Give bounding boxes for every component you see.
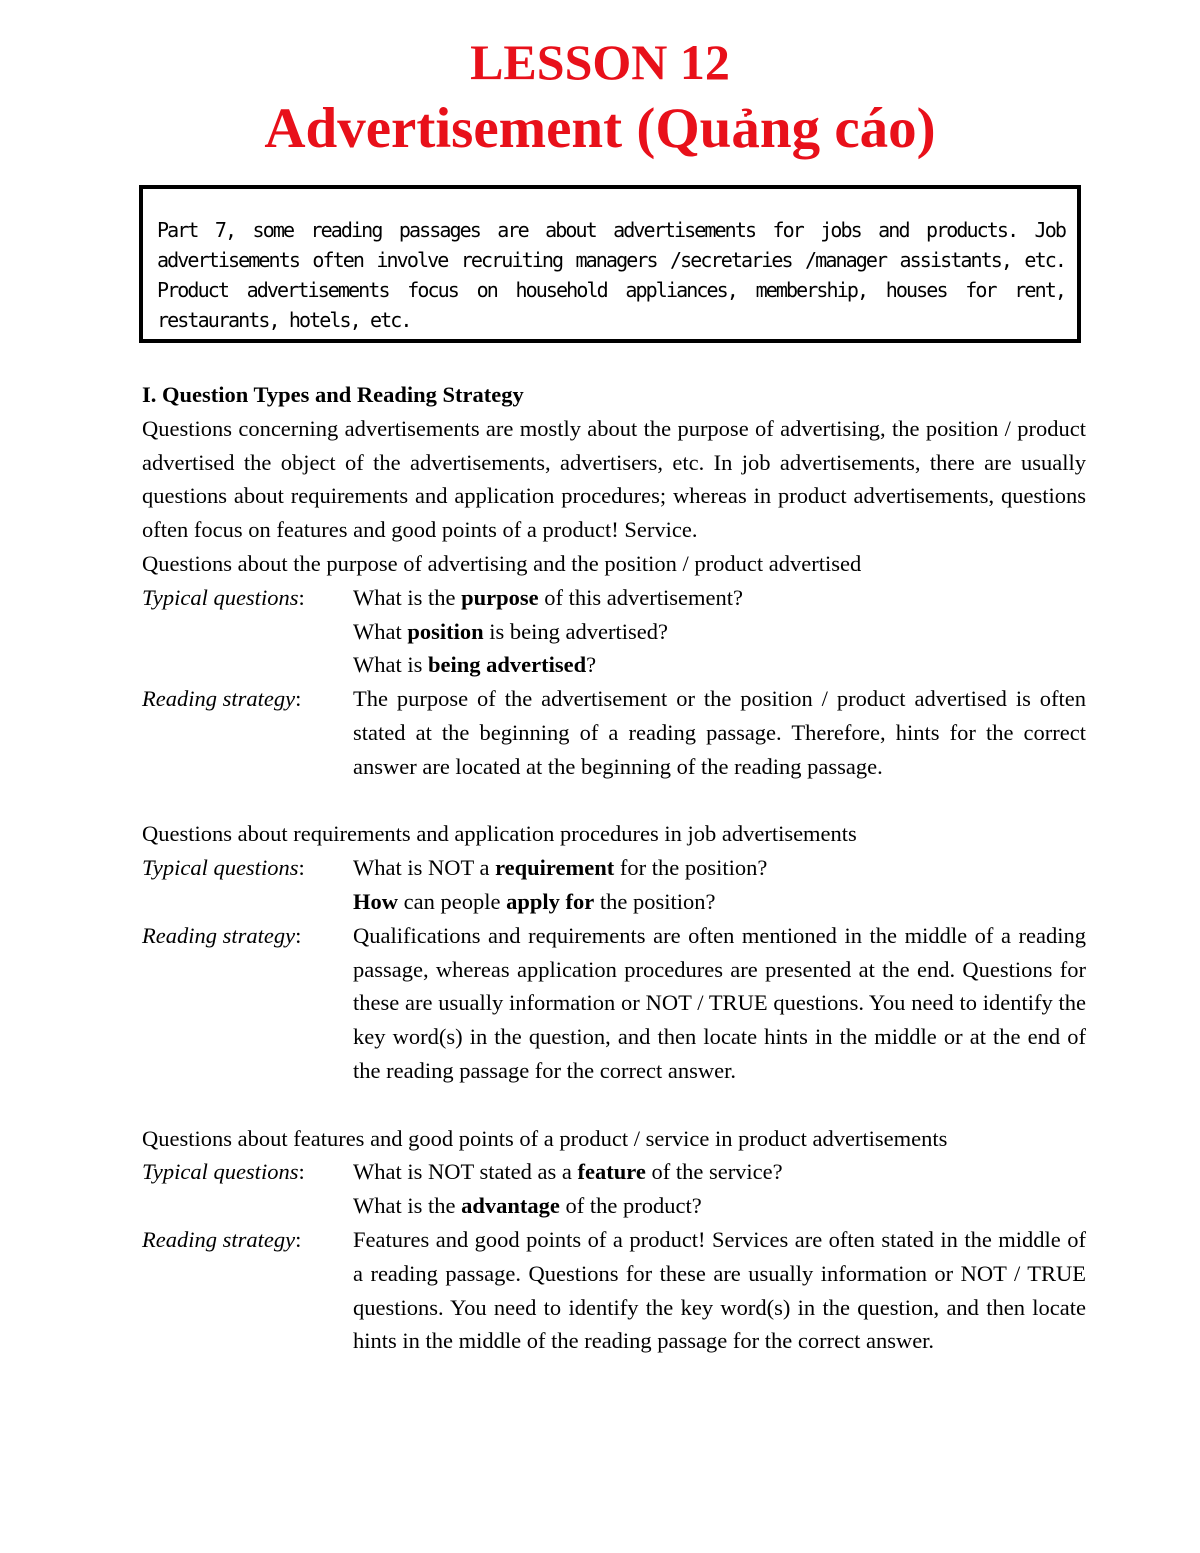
group1-question-row-1 xyxy=(142,581,1086,615)
reading-strategy-label: Reading strategy: xyxy=(142,686,302,712)
intro-text: Part 7, some reading passages are about advertisements for jobs and products. Job advertisements often involve recruiting managers /secretaries /manager assistants, etc. Product advertisements focus on household appliances, membership, houses for rent, restaurants, hotels, etc. xyxy=(157,218,1065,332)
group3-strategy-row xyxy=(142,1223,1086,1358)
group1-question-row-2 xyxy=(142,615,1086,649)
intro-box xyxy=(139,185,1081,343)
group3-question-1: What is NOT stated as a feature of the service? xyxy=(353,1159,783,1185)
group2-question-row-2 xyxy=(142,885,1086,919)
typical-questions-label: Typical questions: xyxy=(142,855,305,881)
group1-strategy: The purpose of the advertisement or the position / product advertised is often stated at the beginning of a reading passage. Therefore, hints for the correct answer are located at the beginning of the reading passage. xyxy=(353,686,1086,779)
group3-title: Questions about features and good points of a product / service in product advertisements xyxy=(142,1125,948,1151)
reading-strategy-label: Reading strategy: xyxy=(142,1226,302,1252)
group3-question-row-1 xyxy=(142,1155,1086,1189)
group2-question-2: How can people apply for the position? xyxy=(353,888,716,914)
group1-question-row-3 xyxy=(142,648,1086,682)
typical-questions-label: Typical questions: xyxy=(142,584,305,610)
group3-question-row-2 xyxy=(142,1189,1086,1223)
lesson-number: LESSON 12 xyxy=(470,34,730,90)
reading-strategy-label: Reading strategy: xyxy=(142,922,302,948)
group2-strategy: Qualifications and requirements are often mentioned in the middle of a reading passage, whereas application procedures are presented at the end. Questions for these are usually information or NOT / TRUE questions. You need to identify the key word(s) in the question, and then locate hints in the middle or at the end of the reading passage for the correct answer. xyxy=(353,922,1086,1083)
group1-question-1: What is the purpose of this advertisement? xyxy=(353,584,743,610)
group1-title: Questions about the purpose of advertising and the position / product advertised xyxy=(142,550,862,576)
group1-question-3: What is being advertised? xyxy=(353,652,597,678)
typical-questions-label: Typical questions: xyxy=(142,1159,305,1185)
group1-strategy-row xyxy=(142,682,1086,783)
group3-strategy: Features and good points of a product! Services are often stated in the middle of a reading passage. Questions for these are usually information or NOT / TRUE questions. You need to identify the key word(s) in the question, and then locate hints in the middle of the reading passage for the correct answer. xyxy=(353,1226,1086,1354)
group2-question-1: What is NOT a requirement for the position? xyxy=(353,855,768,881)
lesson-title: Advertisement (Quảng cáo) xyxy=(264,97,936,160)
section-intro-paragraph: Questions concerning advertisements are mostly about the purpose of advertising, the position / product advertised the object of the advertisements, advertisers, etc. In job advertisements, there are usually questions about requirements and application procedures; whereas in product advertisements, questions often focus on features and good points of a product! Service. xyxy=(142,415,1086,543)
group2-strategy-row xyxy=(142,919,1086,1088)
group3-question-2: What is the advantage of the product? xyxy=(353,1193,702,1219)
group1-question-2: What position is being advertised? xyxy=(353,618,668,644)
group2-question-row-1 xyxy=(142,851,1086,885)
group2-title: Questions about requirements and application procedures in job advertisements xyxy=(142,821,857,847)
section-heading: I. Question Types and Reading Strategy xyxy=(142,382,524,407)
section-question-types xyxy=(142,378,1086,1358)
